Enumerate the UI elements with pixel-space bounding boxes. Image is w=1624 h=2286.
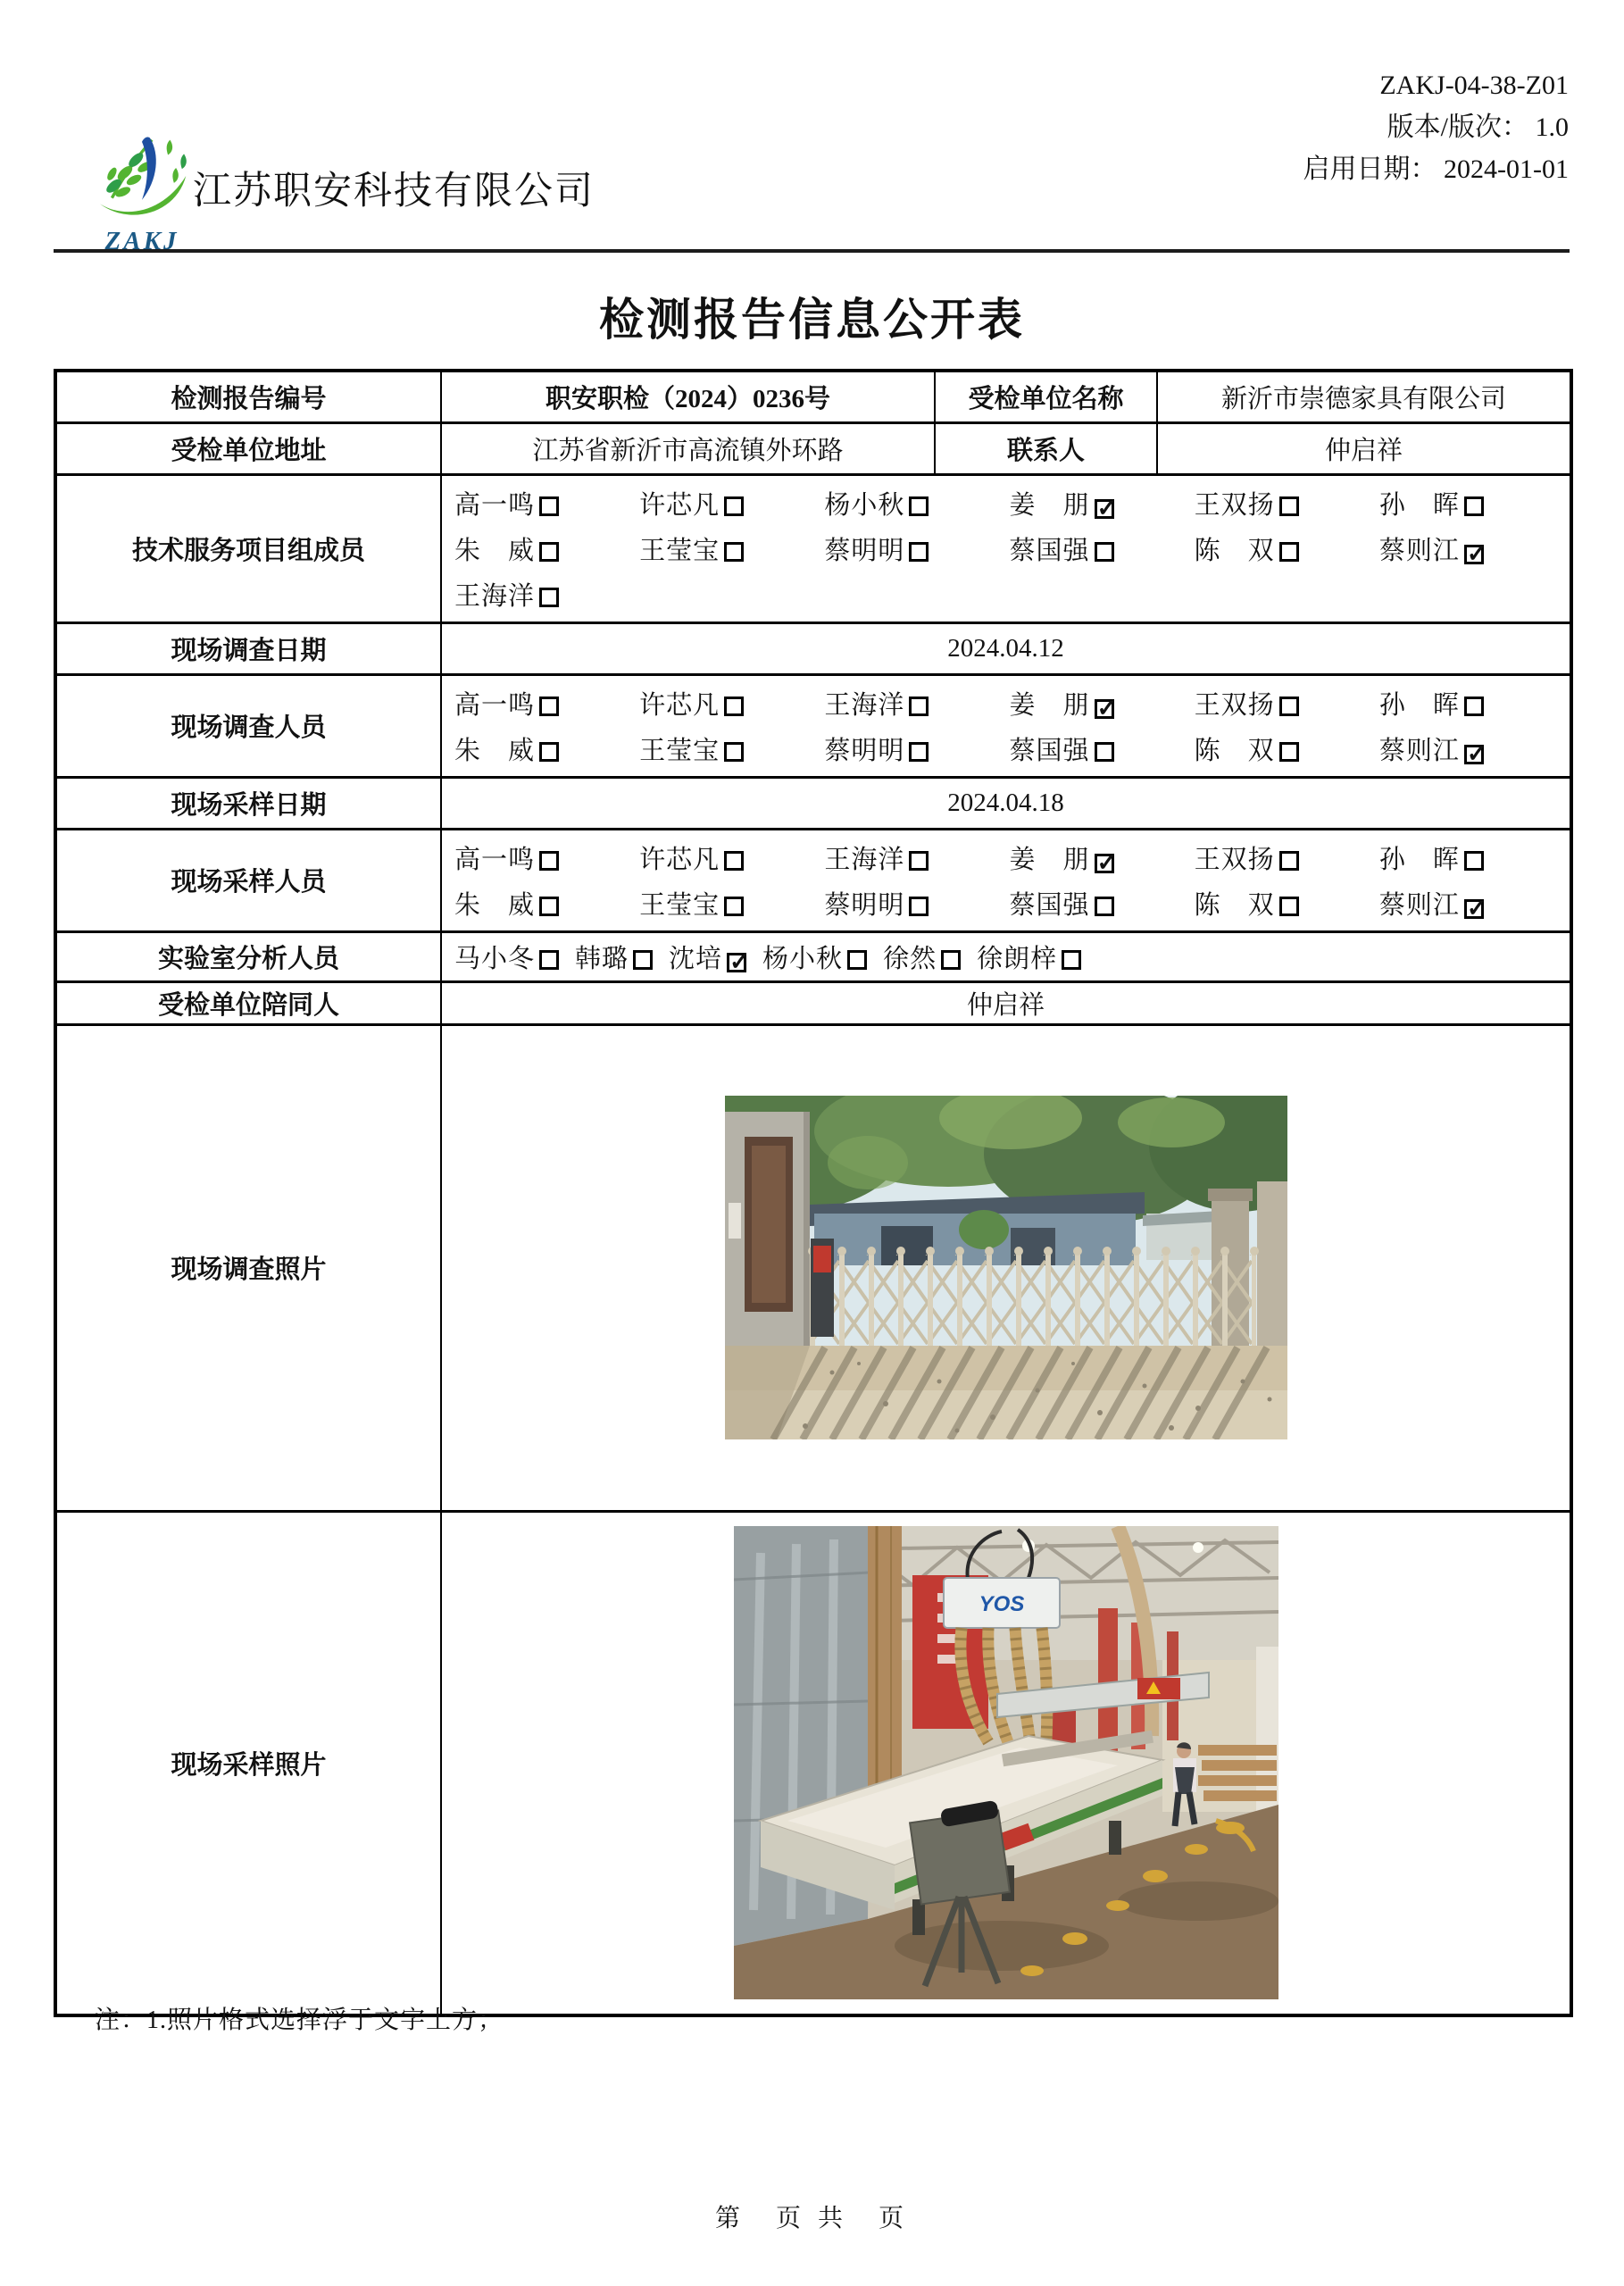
person-option — [1195, 730, 1379, 767]
empty-checkbox — [1464, 496, 1484, 516]
empty-checkbox — [1095, 742, 1114, 762]
person-option — [1379, 530, 1564, 567]
person-name: 姜 朋 — [1009, 490, 1090, 520]
table-row — [55, 931, 1571, 981]
empty-checkbox — [724, 742, 744, 762]
survey-photo-label: 现场调查照片 — [55, 1024, 441, 1511]
contact-label: 联系人 — [935, 422, 1157, 474]
escort-value: 仲启祥 — [441, 981, 1571, 1024]
person-option — [454, 530, 639, 567]
person-option — [454, 730, 639, 767]
empty-checkbox — [724, 697, 744, 716]
sampling-staff-cell — [441, 829, 1571, 931]
person-name: 沈培 — [669, 944, 723, 973]
person-option — [454, 485, 639, 521]
empty-checkbox — [1095, 542, 1114, 562]
empty-checkbox — [539, 851, 559, 871]
person-name: 陈 双 — [1194, 536, 1275, 565]
person-option — [454, 576, 639, 613]
person-option — [883, 939, 961, 975]
empty-checkbox — [724, 851, 744, 871]
company-name: 江苏职安科技有限公司 — [193, 171, 595, 213]
checked-checkbox: ✓ — [727, 953, 746, 972]
header-divider — [54, 249, 1570, 253]
table-row — [55, 981, 1571, 1024]
unit-name-label: 受检单位名称 — [935, 371, 1157, 422]
name-checkbox-line — [442, 485, 1570, 521]
person-option — [454, 839, 639, 876]
survey-photo-cell — [441, 1024, 1571, 1511]
empty-checkbox — [909, 897, 929, 916]
sampling-date-label: 现场采样日期 — [55, 777, 441, 829]
checked-checkbox: ✓ — [1464, 745, 1484, 764]
person-option — [454, 939, 559, 975]
person-name: 王莹宝 — [639, 536, 720, 565]
empty-checkbox — [1095, 897, 1114, 916]
person-name: 姜 朋 — [1009, 690, 1090, 720]
empty-checkbox — [539, 542, 559, 562]
empty-checkbox — [1464, 697, 1484, 716]
person-name: 王莹宝 — [639, 736, 720, 765]
empty-checkbox — [539, 742, 559, 762]
person-name: 王莹宝 — [639, 890, 720, 920]
person-option — [1010, 685, 1195, 722]
escort-label: 受检单位陪同人 — [55, 981, 441, 1024]
person-option — [824, 839, 1009, 876]
person-option — [639, 730, 824, 767]
page-title: 检测报告信息公开表 — [599, 295, 1025, 345]
survey-date-label: 现场调查日期 — [55, 622, 441, 674]
site-sampling-photo — [734, 1526, 1278, 1999]
person-option — [1379, 839, 1564, 876]
sampling-photo-cell — [441, 1511, 1571, 2015]
table-row — [55, 829, 1571, 931]
checked-checkbox: ✓ — [1095, 699, 1114, 719]
person-option — [454, 685, 639, 722]
report-number-label: 检测报告编号 — [55, 371, 441, 422]
person-name: 陈 双 — [1194, 890, 1275, 920]
person-name: 高一鸣 — [454, 845, 536, 874]
name-checkbox-line — [442, 839, 1570, 876]
name-checkbox-line — [442, 530, 1570, 567]
sampling-staff-label: 现场采样人员 — [55, 829, 441, 931]
person-option — [1379, 885, 1564, 922]
person-option — [824, 530, 1009, 567]
logo-zakj-text: ZAKJ — [104, 227, 179, 255]
person-name: 朱 威 — [454, 536, 536, 565]
person-option — [1010, 485, 1195, 521]
person-option — [575, 939, 653, 975]
person-name: 孙 晖 — [1378, 690, 1460, 720]
table-row — [55, 777, 1571, 829]
person-option — [1379, 485, 1564, 521]
survey-date-value: 2024.04.12 — [441, 622, 1571, 674]
empty-checkbox — [909, 697, 929, 716]
sampling-date-value: 2024.04.18 — [441, 777, 1571, 829]
checked-checkbox: ✓ — [1095, 854, 1114, 873]
empty-checkbox — [1279, 697, 1299, 716]
empty-checkbox — [539, 897, 559, 916]
name-checkbox-line — [442, 885, 1570, 922]
person-option — [824, 730, 1009, 767]
table-row — [55, 622, 1571, 674]
contact-value: 仲启祥 — [1157, 422, 1571, 474]
empty-checkbox — [724, 496, 744, 516]
person-name: 高一鸣 — [454, 690, 536, 720]
page-number-footer: 第 页 共 页 — [714, 2205, 909, 2232]
table-row — [55, 474, 1571, 622]
person-name: 蔡国强 — [1009, 736, 1090, 765]
empty-checkbox — [539, 950, 559, 970]
person-name: 蔡明明 — [824, 890, 905, 920]
person-name: 王海洋 — [824, 690, 905, 720]
person-option — [639, 530, 824, 567]
lab-staff-cell — [441, 931, 1571, 981]
person-option — [1010, 730, 1195, 767]
survey-staff-label: 现场调查人员 — [55, 674, 441, 777]
person-option — [639, 839, 824, 876]
footnote: 注：1.照片格式选择浮于文字上方； — [95, 2007, 504, 2034]
empty-checkbox — [909, 542, 929, 562]
survey-staff-cell — [441, 674, 1571, 777]
person-name: 陈 双 — [1194, 736, 1275, 765]
table-row — [55, 1511, 1571, 2015]
person-name: 王双扬 — [1194, 845, 1275, 874]
person-option — [1010, 530, 1195, 567]
person-option — [639, 885, 824, 922]
table-row — [55, 674, 1571, 777]
person-name: 蔡明明 — [824, 736, 905, 765]
doc-version: 版本/版次： 1.0 — [1387, 113, 1569, 142]
report-number-value: 职安职检（2024）0236号 — [441, 371, 935, 422]
person-option — [1010, 839, 1195, 876]
person-option — [977, 939, 1081, 975]
person-option — [1379, 685, 1564, 722]
person-option — [1195, 530, 1379, 567]
person-option — [762, 939, 867, 975]
name-checkbox-line — [442, 576, 1570, 613]
person-name: 王双扬 — [1194, 690, 1275, 720]
person-name: 蔡国强 — [1009, 890, 1090, 920]
name-checkbox-line — [442, 685, 1570, 722]
empty-checkbox — [539, 496, 559, 516]
person-name: 孙 晖 — [1378, 490, 1460, 520]
company-logo-block — [89, 128, 195, 256]
person-option — [454, 885, 639, 922]
person-name: 王海洋 — [824, 845, 905, 874]
person-name: 蔡则江 — [1378, 890, 1460, 920]
empty-checkbox — [539, 588, 559, 607]
person-name: 杨小秋 — [824, 490, 905, 520]
lab-staff-label: 实验室分析人员 — [55, 931, 441, 981]
person-option — [1195, 839, 1379, 876]
name-checkbox-line — [442, 730, 1570, 767]
person-option — [1195, 685, 1379, 722]
unit-address-label: 受检单位地址 — [55, 422, 441, 474]
checked-checkbox: ✓ — [1464, 899, 1484, 919]
unit-name-value: 新沂市崇德家具有限公司 — [1157, 371, 1571, 422]
svg-text:YOS: YOS — [979, 1592, 1024, 1617]
checked-checkbox: ✓ — [1095, 499, 1114, 519]
empty-checkbox — [1279, 851, 1299, 871]
person-name: 孙 晖 — [1378, 845, 1460, 874]
document-meta — [1303, 64, 1569, 190]
empty-checkbox — [539, 697, 559, 716]
empty-checkbox — [1279, 542, 1299, 562]
person-name: 许芯凡 — [639, 490, 720, 520]
empty-checkbox — [1062, 950, 1081, 970]
person-option — [824, 885, 1009, 922]
person-name: 许芯凡 — [639, 690, 720, 720]
person-name: 徐然 — [883, 944, 937, 973]
person-name: 马小冬 — [454, 944, 536, 973]
sampling-photo-label: 现场采样照片 — [55, 1511, 441, 2015]
empty-checkbox — [847, 950, 867, 970]
company-logo — [92, 128, 192, 224]
person-name: 高一鸣 — [454, 490, 536, 520]
person-option — [824, 685, 1009, 722]
empty-checkbox — [1464, 851, 1484, 871]
person-name: 杨小秋 — [762, 944, 844, 973]
empty-checkbox — [909, 496, 929, 516]
doc-code: ZAKJ-04-38-Z01 — [1379, 71, 1569, 100]
person-name: 许芯凡 — [639, 845, 720, 874]
report-info-table — [54, 369, 1573, 2017]
person-name: 姜 朋 — [1009, 845, 1090, 874]
empty-checkbox — [1279, 897, 1299, 916]
person-option — [639, 685, 824, 722]
checked-checkbox: ✓ — [1464, 545, 1484, 564]
empty-checkbox — [724, 897, 744, 916]
person-option — [669, 939, 750, 975]
person-name: 朱 威 — [454, 890, 536, 920]
empty-checkbox — [724, 542, 744, 562]
doc-start-date: 启用日期： 2024-01-01 — [1303, 154, 1569, 184]
table-row — [55, 422, 1571, 474]
empty-checkbox — [909, 851, 929, 871]
person-name: 王海洋 — [454, 581, 536, 611]
person-name: 蔡则江 — [1378, 536, 1460, 565]
table-row — [55, 371, 1571, 422]
person-option — [1195, 885, 1379, 922]
empty-checkbox — [1279, 496, 1299, 516]
person-name: 韩璐 — [575, 944, 629, 973]
unit-address-value: 江苏省新沂市高流镇外环路 — [441, 422, 935, 474]
person-name: 徐朗梓 — [977, 944, 1058, 973]
team-members-cell — [441, 474, 1571, 622]
table-row — [55, 1024, 1571, 1511]
site-survey-photo — [725, 1096, 1287, 1439]
empty-checkbox — [1279, 742, 1299, 762]
person-option — [639, 485, 824, 521]
person-name: 王双扬 — [1194, 490, 1275, 520]
person-option — [1379, 730, 1564, 767]
empty-checkbox — [909, 742, 929, 762]
empty-checkbox — [633, 950, 653, 970]
person-option — [1010, 885, 1195, 922]
person-name: 蔡则江 — [1378, 736, 1460, 765]
person-name: 蔡明明 — [824, 536, 905, 565]
person-option — [1195, 485, 1379, 521]
person-option — [824, 485, 1009, 521]
person-name: 朱 威 — [454, 736, 536, 765]
name-checkbox-line — [442, 939, 1570, 975]
person-name: 蔡国强 — [1009, 536, 1090, 565]
team-label: 技术服务项目组成员 — [55, 474, 441, 622]
empty-checkbox — [941, 950, 961, 970]
